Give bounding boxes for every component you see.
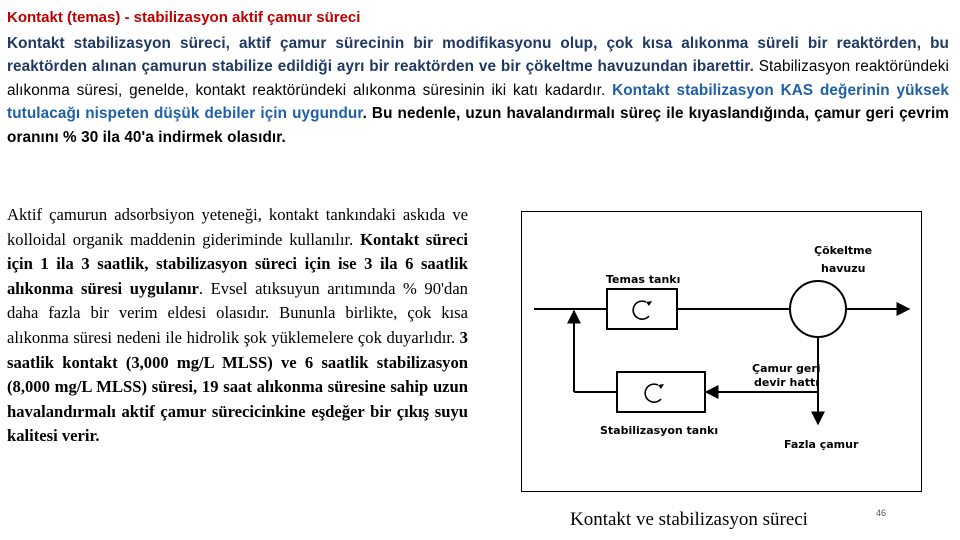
- figure-caption: Kontakt ve stabilizasyon süreci: [570, 509, 808, 530]
- retention-times-sentence: Kontakt süreci için 1 ila 3 saatlik, stabilizasyon süreci için ise 3 ila 6 saatlik alıkonma süresi uygulanır: [7, 229, 468, 298]
- intro-paragraph: [7, 32, 949, 149]
- left-paragraph: [7, 203, 468, 449]
- settling-tank-label-1: Çökeltme: [814, 244, 873, 257]
- contact-tank-label: Temas tankı: [606, 273, 681, 286]
- slide-title: Kontakt (temas) - stabilizasyon aktif çamur süreci: [7, 9, 361, 26]
- intro-recycle-note: . Bu nedenle, uzun havalandırmalı süreç ile kıyaslandığında, çamur geri çevrim oranını % 30 ila 40'a indirmek olasıdır.: [7, 105, 949, 146]
- process-diagram: [521, 211, 922, 492]
- process-diagram-svg: [522, 212, 920, 490]
- stabilization-tank-label: Stabilizasyon tankı: [600, 424, 719, 437]
- equivalence-sentence: 3 saatlik kontakt (3,000 mg/L MLSS) ve 6 saatlik stabilizasyon (8,000 mg/L MLSS) süresi, 19 saat alıkonma süresine sahip uzun havalandırmalı aktif çamur sürecicinkine eşdeğer bir çıkış suyu kalitesi verir.: [7, 327, 468, 446]
- intro-suitability-note: Kontakt stabilizasyon KAS değerinin yüksek tutulacağı nispeten düşük debiler için uygundur: [7, 81, 949, 123]
- page-number: 46: [876, 508, 887, 518]
- adsorption-sentence: Aktif çamurun adsorbsiyon yeteneği, kontakt tankındaki askıda ve kolloidal organik maddenin gideriminde kullanılır.: [7, 205, 468, 249]
- efficiency-sentence: . Evsel atıksuyun arıtımında % 90'dan daha fazla bir verim eldesi olasıdır. Bununla birlikte, çok kısa alıkonma süresi nedeni ile hidrolik şok yüklemelere çok duyarlıdır.: [7, 278, 468, 347]
- return-line-label-1: Çamur geri: [752, 362, 821, 375]
- excess-sludge-label: Fazla çamur: [784, 438, 859, 451]
- intro-retention-note: Stabilizasyon reaktöründeki alıkonma süresi, genelde, kontakt reaktöründeki alıkonma süresinin iki katı kadardır.: [7, 58, 949, 99]
- contact-tank: [607, 289, 677, 329]
- stabilization-tank: [617, 372, 705, 412]
- intro-definition: Kontakt stabilizasyon süreci, aktif çamur sürecinin bir modifikasyonu olup, çok kısa alıkonma süreli bir reaktörden, bu reaktörden alınan çamurun stabilize edildiği ayrı bir reaktörden ve bir çökeltme havuzundan ibarettir.: [7, 35, 949, 76]
- settling-tank: [790, 281, 846, 337]
- settling-tank-label-2: havuzu: [821, 262, 866, 275]
- return-line-label-2: devir hattı: [754, 376, 820, 389]
